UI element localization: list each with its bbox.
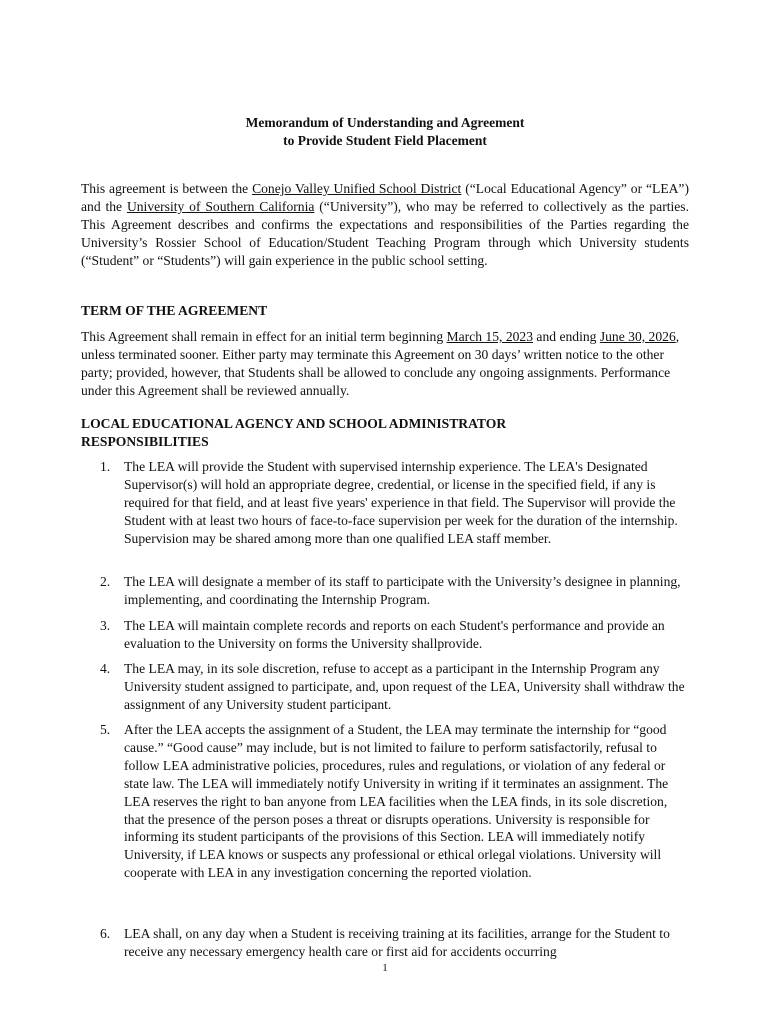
term-end-date: June 30, 2026 — [599, 329, 676, 344]
list-item-text: LEA shall, on any day when a Student is receiving training at its facilities, arrange for the Student to receive any necessary emergency health care or first aid for accidents occurring — [124, 926, 670, 959]
list-item-text: After the LEA accepts the assignment of a Student, the LEA may terminate the internship for “good cause.” “Good cause” may include, but is not limited to failure to perform satisfactorily, refusal to follow LEA administrative policies, procedures, rules and regulations, or violation of any federal or state law. The LEA will immediately notify University in writing if it terminates an assignment. The LEA reserves the right to ban anyone from LEA facilities when the LEA finds, in its sole discretion, that the presence of the person poses a threat or disrupts operations. University is responsible for informing its student participants of the provisions of this Section. LEA will immediately notify University, if LEA knows or suspects any professional or ethical orlegal violations. University will cooperate with LEA in any investigation concerning the reported violation. — [124, 722, 669, 881]
intro-text-1: This agreement is between the — [81, 181, 253, 196]
list-item-number: 5. — [100, 722, 111, 737]
list-item-number: 4. — [100, 661, 111, 676]
list-item — [81, 925, 689, 961]
document-title — [0, 114, 770, 150]
university-name: University of Southern California — [126, 198, 315, 214]
title-line-1: Memorandum of Understanding and Agreement — [245, 115, 525, 130]
list-item-number: 6. — [100, 926, 111, 941]
title-line-2: to Provide Student Field Placement — [283, 133, 487, 148]
intro-text-3: (“University”), who may be referred to collectively as the parties. This Agreement describes and confirms the expectations and responsibilities of the Parties regarding the University’s Rossier School of Education/Student Teaching Program through which University students (“Student” or “Students”) will gain experience in the public school setting. — [81, 198, 689, 268]
list-item — [81, 660, 689, 714]
intro-paragraph — [81, 180, 689, 270]
list-item-number: 3. — [100, 618, 111, 633]
lea-responsibilities-heading — [81, 415, 689, 451]
lea-heading-line-2: RESPONSIBILITIES — [81, 433, 209, 449]
list-item-text: The LEA may, in its sole discretion, refuse to accept as a participant in the Internship Program any University student assigned to participate, and, upon request of the LEA, University shall withdraw the assignment of any University student participant. — [124, 661, 685, 712]
lea-name: Conejo Valley Unified School District — [252, 181, 462, 196]
intro-text-2: (“Local Educational Agency” or “LEA”) and the — [81, 181, 689, 214]
list-item-number: 1. — [100, 459, 111, 474]
list-item-number: 2. — [100, 574, 111, 589]
list-item-text: The LEA will maintain complete records and reports on each Student's performance and provide an evaluation to the University on forms the University shallprovide. — [124, 618, 665, 651]
term-start-date: March 15, 2023 — [446, 329, 534, 344]
list-item — [81, 721, 689, 882]
lea-heading-line-1: LOCAL EDUCATIONAL AGENCY AND SCHOOL ADMINISTRATOR — [81, 416, 507, 431]
list-item — [81, 458, 689, 548]
list-item — [81, 573, 689, 609]
list-item — [81, 617, 689, 653]
list-item-text: The LEA will provide the Student with supervised internship experience. The LEA's Designated Supervisor(s) will hold an appropriate degree, credential, or license in the specified field, if any is required for that field, and at least five years' experience in that field. The Supervisor will provide the Student with at least two hours of face-to-face supervision per week for the duration of the internship. Supervision may be shared among more than one qualified LEA staff member. — [124, 459, 678, 546]
term-paragraph — [81, 328, 689, 400]
term-text-1: This Agreement shall remain in effect for an initial term beginning — [81, 329, 447, 344]
page-number: 1 — [382, 962, 388, 974]
term-heading: TERM OF THE AGREEMENT — [81, 303, 268, 318]
list-item-text: The LEA will designate a member of its staff to participate with the University’s designee in planning, implementing, and coordinating the Internship Program. — [124, 574, 681, 607]
term-text-3: , unless terminated sooner. Either party may terminate this Agreement on 30 days’ written notice to the other party; provided, however, that Students shall be allowed to conclude any ongoing assignments. Performance under this Agreement shall be reviewed annually. — [81, 329, 680, 398]
term-text-2: and ending — [533, 329, 600, 344]
